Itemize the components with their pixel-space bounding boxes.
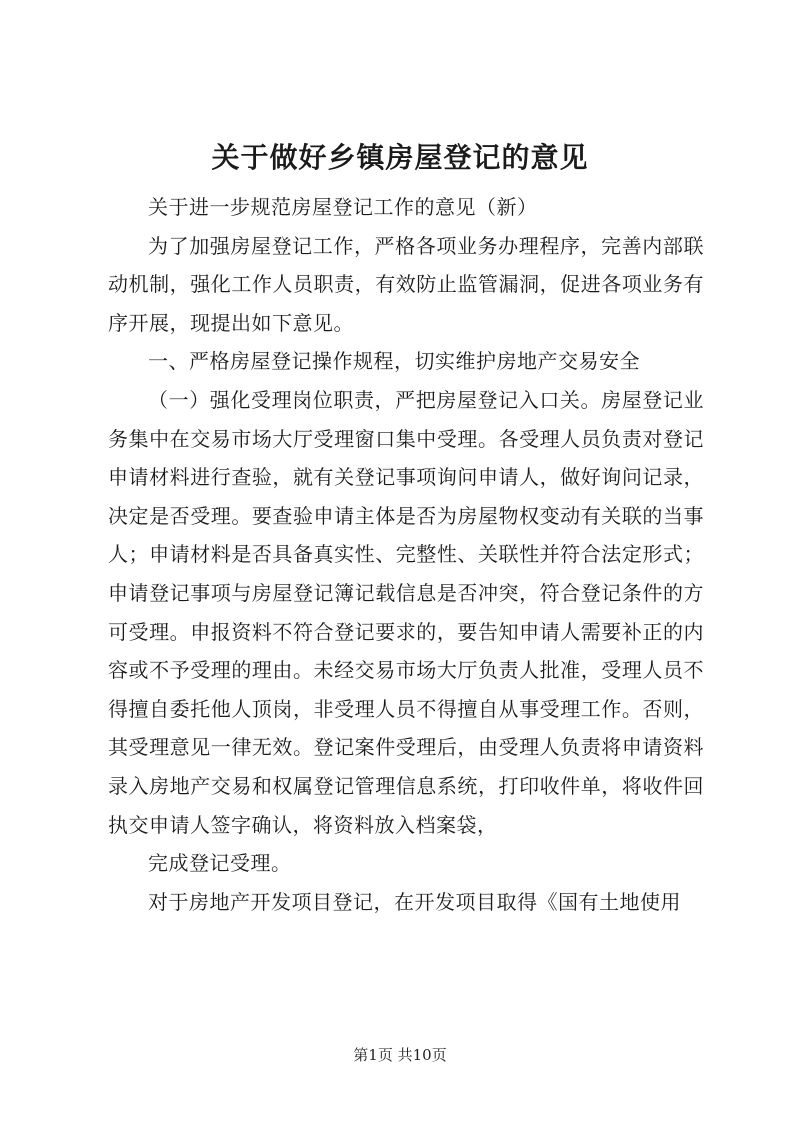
subtitle-paragraph: 关于进一步规范房屋登记工作的意见（新） — [148, 195, 538, 219]
page-number: 第1页 共10页 — [353, 1046, 447, 1064]
intro-paragraph: 为了加强房屋登记工作，严格各项业务办理程序，完善内部联动机制，强化工作人员职责，有效防止监管漏洞，促进各项业务有序开展，现提出如下意见。 — [108, 233, 704, 335]
body-paragraph: （一）强化受理岗位职责，严把房屋登记入口关。房屋登记业务集中在交易市场大厅受理窗口集中受理。各受理人员负责对登记申请材料进行查验，就有关登记事项询问申请人，做好询问记录，决定是否受理。要查验申请主体是否为房屋物权变动有关联的当事人；申请材料是否具备真实性、完整性、关联性并符合法定形式；申请登记事项与房屋登记簿记载信息是否冲突，符合登记条件的方可受理。申报资料不符合登记要求的，要告知申请人需要补正的内容或不予受理的理由。未经交易市场大厅负责人批准，受理人员不得擅自委托他人顶岗，非受理人员不得擅自从事受理工作。否则，其受理意见一律无效。登记案件受理后，由受理人负责将申请资料录入房地产交易和权属登记管理信息系统，打印收件单，将收件回执交申请人签字确认，将资料放入档案袋， — [108, 387, 704, 837]
page-footer — [0, 1044, 800, 1066]
body-paragraph: 完成登记受理。 — [148, 851, 292, 876]
document-title: 关于做好乡镇房屋登记的意见 — [211, 141, 589, 174]
document-body — [108, 188, 704, 921]
body-paragraph: 对于房地产开发项目登记，在开发项目取得《国有土地使用 — [148, 889, 681, 914]
section-heading: 一、严格房屋登记操作规程，切实维护房地产交易安全 — [148, 349, 640, 374]
